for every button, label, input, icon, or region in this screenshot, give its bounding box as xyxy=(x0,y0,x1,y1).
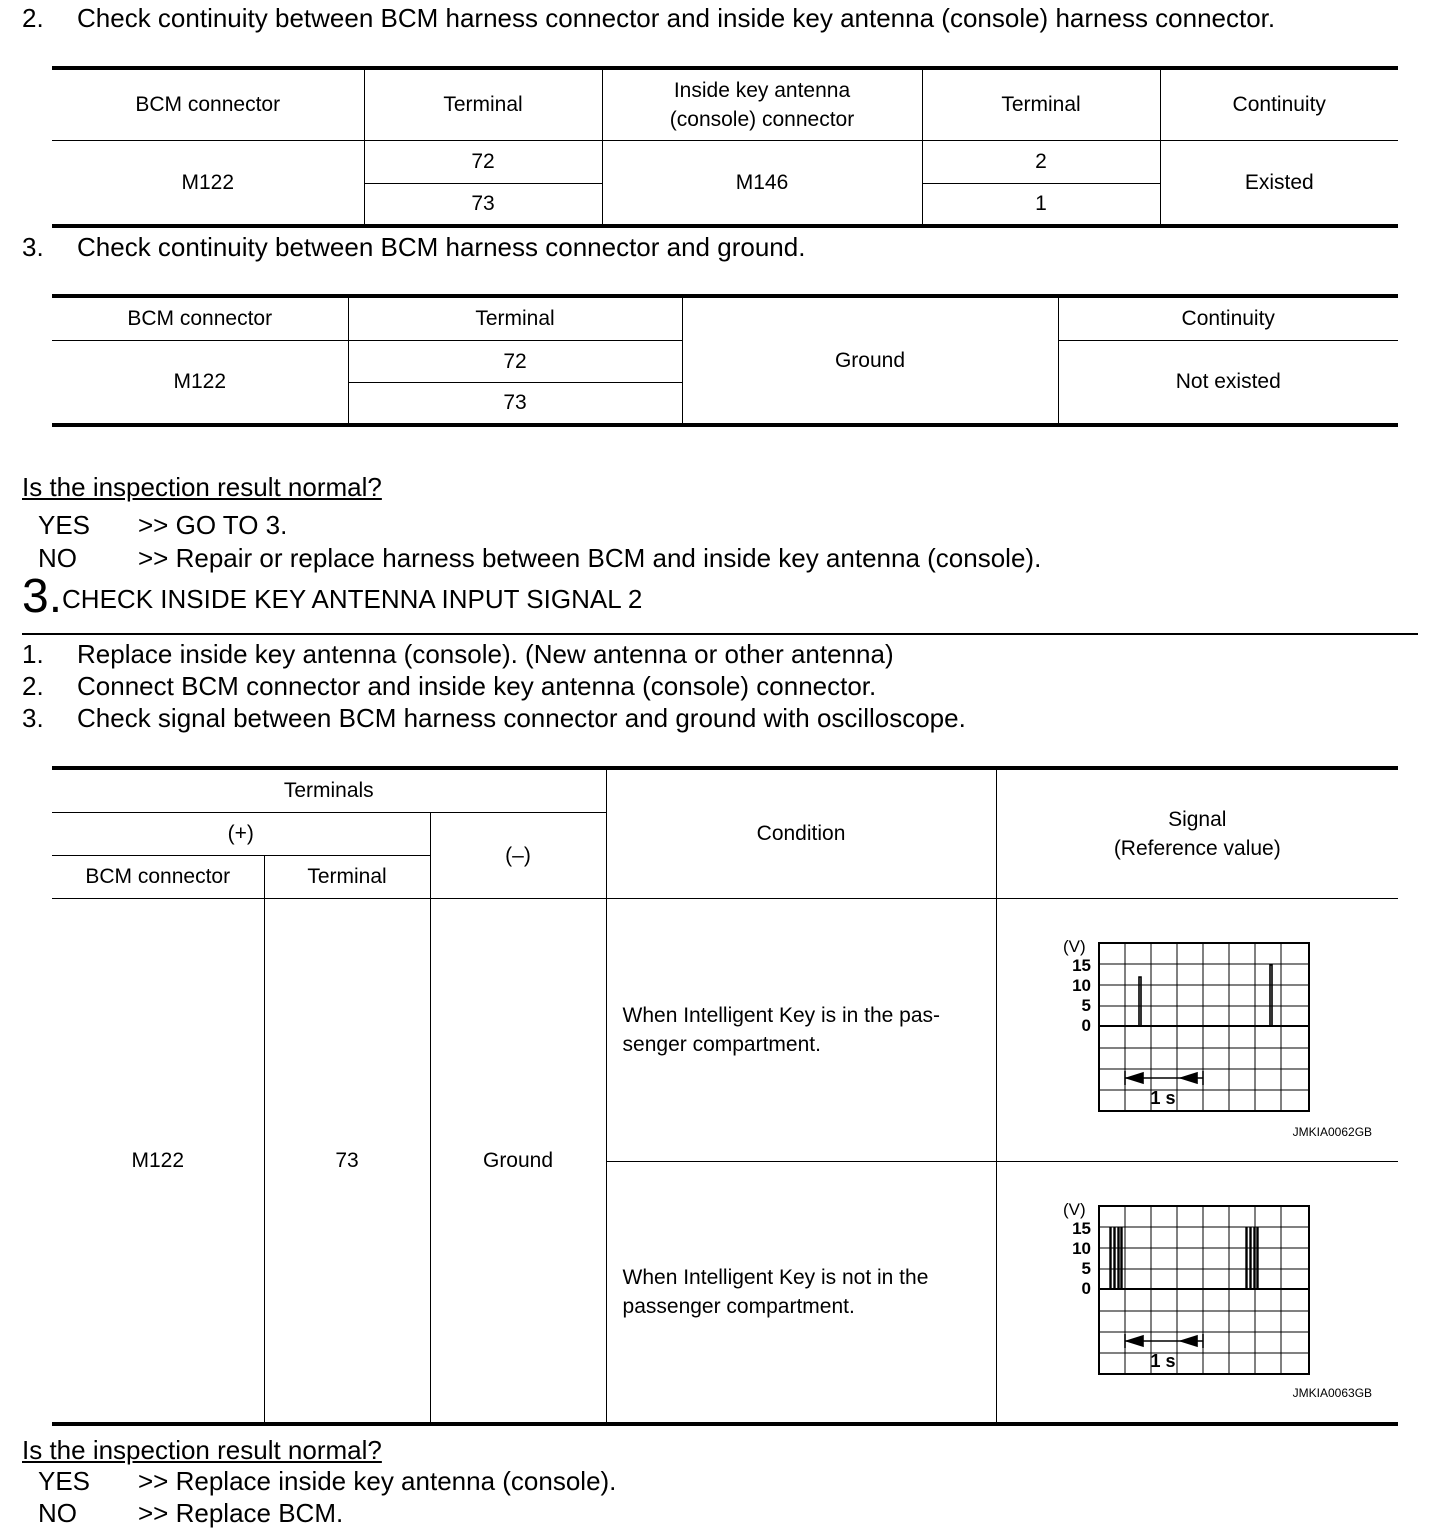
section-title: CHECK INSIDE KEY ANTENNA INPUT SIGNAL 2 xyxy=(62,584,643,614)
header-condition: Condition xyxy=(606,768,996,898)
scope-trace xyxy=(1110,1228,1258,1289)
answer-no xyxy=(38,1498,343,1529)
step-number: 1. xyxy=(22,639,44,669)
figure-id: JMKIA0062GB xyxy=(1292,1124,1373,1139)
answer-yes xyxy=(38,1466,616,1497)
signal-table xyxy=(52,766,1398,1426)
scope-trace xyxy=(1139,965,1272,1026)
scope-tick-10: 10 xyxy=(1071,1238,1091,1258)
step-1 xyxy=(22,638,894,670)
header-terminals: Terminals xyxy=(52,768,606,812)
terminal-cell: 72 xyxy=(348,340,682,382)
figure-id: JMKIA0063GB xyxy=(1292,1386,1373,1400)
header-bcm-connector: BCM connector xyxy=(52,296,348,340)
scope-grid xyxy=(1099,1206,1309,1374)
scope-tick-15: 15 xyxy=(1071,1218,1091,1238)
header-continuity: Continuity xyxy=(1160,68,1398,140)
oscilloscope-waveform-2 xyxy=(1057,1200,1317,1390)
step-text: Connect BCM connector and inside key antenna (console) connector. xyxy=(77,671,877,701)
step-number: 3. xyxy=(22,703,44,733)
step-2b xyxy=(22,670,876,702)
antenna-terminal-cell: 2 xyxy=(922,140,1160,183)
time-marker xyxy=(1125,1071,1203,1085)
step-text: Check signal between BCM harness connector and ground with oscilloscope. xyxy=(77,703,966,733)
signal-cell-2 xyxy=(996,1161,1398,1424)
ground-cell: Ground xyxy=(682,296,1058,425)
header-antenna-connector: Inside key antenna (console) connector xyxy=(602,68,922,140)
bcm-connector-cell: M122 xyxy=(52,140,364,226)
scope-unit: (V) xyxy=(1062,936,1086,956)
condition-in-compartment: When Intelligent Key is in the pas- senger compartment. xyxy=(606,898,996,1161)
scope-tick-0: 0 xyxy=(1081,1015,1091,1035)
answer-text: >> Repair or replace harness between BCM and inside key antenna (console). xyxy=(138,543,1042,573)
scope-time-label: 1 s xyxy=(1150,1087,1176,1108)
terminal-cell: 73 xyxy=(264,898,430,1424)
time-marker xyxy=(1125,1334,1203,1348)
header-plus: (+) xyxy=(52,812,430,855)
step-number: 3. xyxy=(22,232,44,262)
oscilloscope-waveform-1 xyxy=(1057,937,1317,1127)
scope-time-label: 1 s xyxy=(1150,1350,1176,1371)
section-number: 3. xyxy=(22,570,63,623)
answer-key: YES xyxy=(38,1466,91,1496)
step-text: Replace inside key antenna (console). (New antenna or other antenna) xyxy=(77,639,894,669)
answer-yes xyxy=(38,510,287,541)
header-terminal: Terminal xyxy=(922,68,1160,140)
scope-unit: (V) xyxy=(1062,1199,1086,1219)
bcm-connector-cell: M122 xyxy=(52,898,264,1424)
signal-cell-1 xyxy=(996,898,1398,1161)
answer-no xyxy=(38,543,1041,574)
antenna-terminal-cell: 1 xyxy=(922,183,1160,226)
header-minus: (–) xyxy=(430,812,606,898)
header-signal: Signal (Reference value) xyxy=(996,768,1398,898)
bcm-terminal-cell: 72 xyxy=(364,140,602,183)
inspection-question: Is the inspection result normal? xyxy=(22,472,382,502)
section-divider xyxy=(22,633,1418,635)
step-2 xyxy=(22,2,1275,34)
scope-tick-15: 15 xyxy=(1071,955,1091,975)
header-terminal: Terminal xyxy=(348,296,682,340)
bcm-terminal-cell: 73 xyxy=(364,183,602,226)
header-terminal: Terminal xyxy=(264,855,430,898)
answer-text: >> GO TO 3. xyxy=(138,510,288,540)
continuity-cell: Not existed xyxy=(1058,340,1398,425)
header-bcm-connector: BCM connector xyxy=(52,855,264,898)
step-text: Check continuity between BCM harness connector and ground. xyxy=(77,232,806,262)
scope-tick-10: 10 xyxy=(1071,975,1091,995)
step-number: 2. xyxy=(22,3,44,33)
antenna-connector-cell: M146 xyxy=(602,140,922,226)
scope-tick-5: 5 xyxy=(1081,995,1091,1015)
scope-tick-5: 5 xyxy=(1081,1258,1091,1278)
section-heading xyxy=(22,572,642,624)
condition-not-in-compartment: When Intelligent Key is not in the passenger compartment. xyxy=(606,1161,996,1424)
header-continuity: Continuity xyxy=(1058,296,1398,340)
step-number: 2. xyxy=(22,671,44,701)
answer-key: NO xyxy=(38,543,77,573)
answer-key: YES xyxy=(38,510,91,540)
answer-key: NO xyxy=(38,1498,77,1528)
terminal-cell: 73 xyxy=(348,382,682,425)
answer-text: >> Replace BCM. xyxy=(138,1498,344,1528)
answer-text: >> Replace inside key antenna (console). xyxy=(138,1466,617,1496)
continuity-table-antenna xyxy=(52,66,1398,228)
continuity-cell: Existed xyxy=(1160,140,1398,226)
header-bcm-connector: BCM connector xyxy=(52,68,364,140)
scope-grid xyxy=(1099,943,1309,1111)
inspection-question: Is the inspection result normal? xyxy=(22,1435,382,1465)
step-3 xyxy=(22,231,805,263)
step-text: Check continuity between BCM harness connector and inside key antenna (console) harness connector. xyxy=(77,3,1276,33)
continuity-table-ground xyxy=(52,294,1398,427)
header-terminal: Terminal xyxy=(364,68,602,140)
bcm-connector-cell: M122 xyxy=(52,340,348,425)
ground-cell: Ground xyxy=(430,898,606,1424)
step-3b xyxy=(22,702,966,734)
scope-tick-0: 0 xyxy=(1081,1278,1091,1298)
